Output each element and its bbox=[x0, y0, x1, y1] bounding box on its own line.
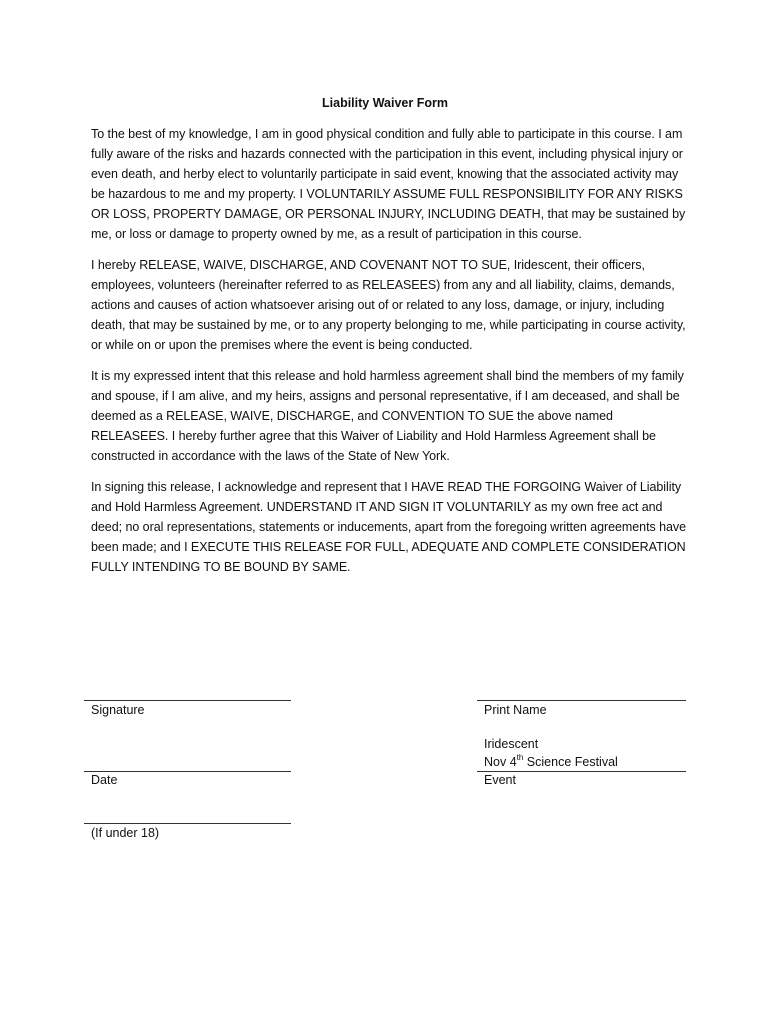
paragraph-release: I hereby RELEASE, WAIVE, DISCHARGE, AND COVENANT NOT TO SUE, Iridescent, their officers, employees, volunteers (hereinafter referred to as RELEASEES) from any and all liability, claims, demands, actions and causes of action whatsoever arising out of or related to any loss, damage, or injury, including death, that may be sustained by me, or to any property belonging to me, while participating in course activity, or while on or upon the premises where the event is being conducted. bbox=[91, 258, 686, 352]
signature-label: Signature bbox=[91, 703, 145, 717]
signature-line[interactable] bbox=[84, 700, 291, 701]
paragraph-acknowledgement: In signing this release, I acknowledge and represent that I HAVE READ THE FORGOING Waiver of Liability and Hold Harmless Agreement. UNDERSTAND IT AND SIGN IT VOLUNTARILY as my own free act and deed; no oral representations, statements or inducements, apart from the foregoing written agreements have been made; and I EXECUTE THIS RELEASE FOR FULL, ADEQUATE AND COMPLETE CONSIDERATION FULLY INTENDING TO BE BOUND BY SAME. bbox=[91, 480, 687, 574]
minor-label: (If under 18) bbox=[91, 826, 160, 840]
guardian-line[interactable] bbox=[84, 823, 291, 824]
waiver-body bbox=[91, 124, 691, 588]
print-name-line[interactable] bbox=[477, 700, 686, 701]
date-label: Date bbox=[91, 773, 118, 787]
document-title: Liability Waiver Form bbox=[322, 96, 448, 110]
event-name-suffix: Science Festival bbox=[523, 755, 618, 769]
paragraph-intent: It is my expressed intent that this release and hold harmless agreement shall bind the members of my family and spouse, if I am alive, and my heirs, assigns and personal representative, if I am deceased, and shall be deemed as a RELEASE, WAIVE, DISCHARGE, and CONVENTION TO SUE the above named RELEASEES. I hereby further agree that this Waiver of Liability and Hold Harmless Agreement shall be constructed in accordance with the laws of the State of New York. bbox=[91, 369, 684, 463]
event-label: Event bbox=[484, 773, 516, 787]
event-name-superscript: th bbox=[516, 752, 524, 762]
event-name-prefix: Nov 4 bbox=[484, 755, 517, 769]
event-name bbox=[484, 754, 618, 771]
paragraph-assumption-of-risk: To the best of my knowledge, I am in good physical condition and fully able to participate in this course. I am fully aware of the risks and hazards connected with the participation in this event, including physical injury or even death, and herby elect to voluntarily participate in said event, knowing that the associated activity may be hazardous to me and my property. I VOLUNTARILY ASSUME FULL RESPONSIBILITY FOR ANY RISKS OR LOSS, PROPERTY DAMAGE, OR PERSONAL INJURY, INCLUDING DEATH, that may be sustained by me, or loss or damage to property owned by me, as a result of participation in this course. bbox=[91, 127, 686, 241]
print-name-label: Print Name bbox=[484, 703, 547, 717]
event-organization: Iridescent bbox=[484, 737, 539, 751]
